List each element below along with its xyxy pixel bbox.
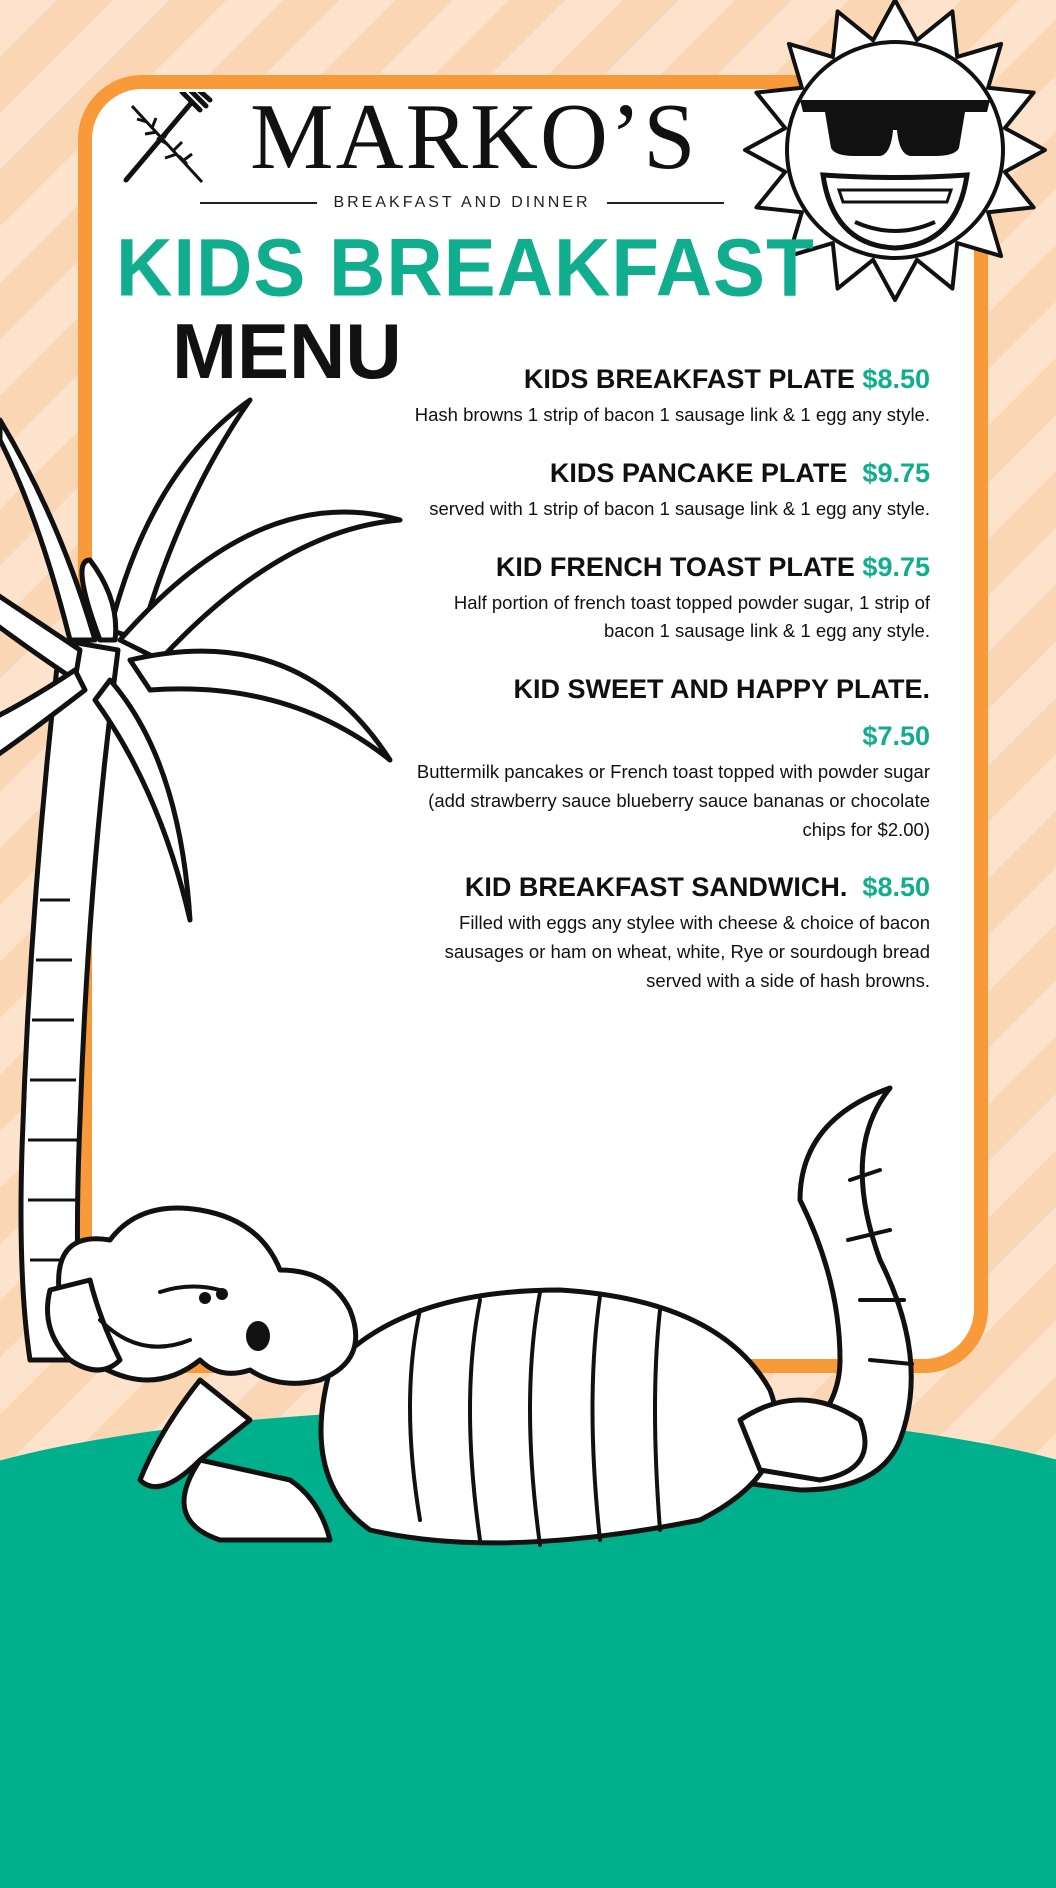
item-price: $8.50	[862, 364, 930, 394]
page-title: KIDS BREAKFAST	[116, 220, 815, 314]
tagline: BREAKFAST AND DINNER	[333, 194, 591, 211]
item-description: Half portion of french toast topped powder sugar, 1 strip of bacon 1 sausage link & 1 egg any style.	[453, 591, 930, 642]
item-description: Hash browns 1 strip of bacon 1 sausage link & 1 egg any style.	[414, 404, 930, 426]
page-subtitle: MENU	[172, 307, 402, 395]
tagline-row	[200, 190, 724, 216]
menu-item	[410, 456, 930, 524]
item-description: served with 1 strip of bacon 1 sausage link & 1 egg any style.	[429, 497, 930, 519]
item-name: KIDS BREAKFAST PLATE	[523, 364, 855, 394]
item-name: KIDS PANCAKE PLATE	[549, 457, 848, 488]
item-name: KID FRENCH TOAST PLATE	[495, 551, 855, 582]
divider-right	[607, 202, 724, 204]
item-price: $9.75	[862, 551, 930, 582]
brand-name: MARKO’S	[250, 85, 698, 189]
item-name: KID SWEET AND HAPPY PLATE.	[513, 673, 930, 704]
item-price: $8.50	[862, 872, 930, 903]
menu-item	[410, 870, 930, 995]
divider-left	[200, 202, 317, 204]
menu-item	[410, 672, 930, 844]
item-price: $9.75	[862, 457, 930, 488]
item-description: Buttermilk pancakes or French toast topped with powder sugar (add strawberry sauce blueberry sauce bananas or chocolate chips for $2.00)	[416, 761, 930, 840]
menu-item	[410, 550, 930, 646]
item-price: $7.50	[862, 721, 930, 752]
menu-list	[410, 362, 930, 1021]
item-name: KID BREAKFAST SANDWICH.	[464, 872, 848, 903]
menu-item	[410, 362, 930, 430]
item-description: Filled with eggs any stylee with cheese & choice of bacon sausages or ham on wheat, white, Rye or sourdough bread served with a side of hash browns.	[444, 912, 930, 991]
